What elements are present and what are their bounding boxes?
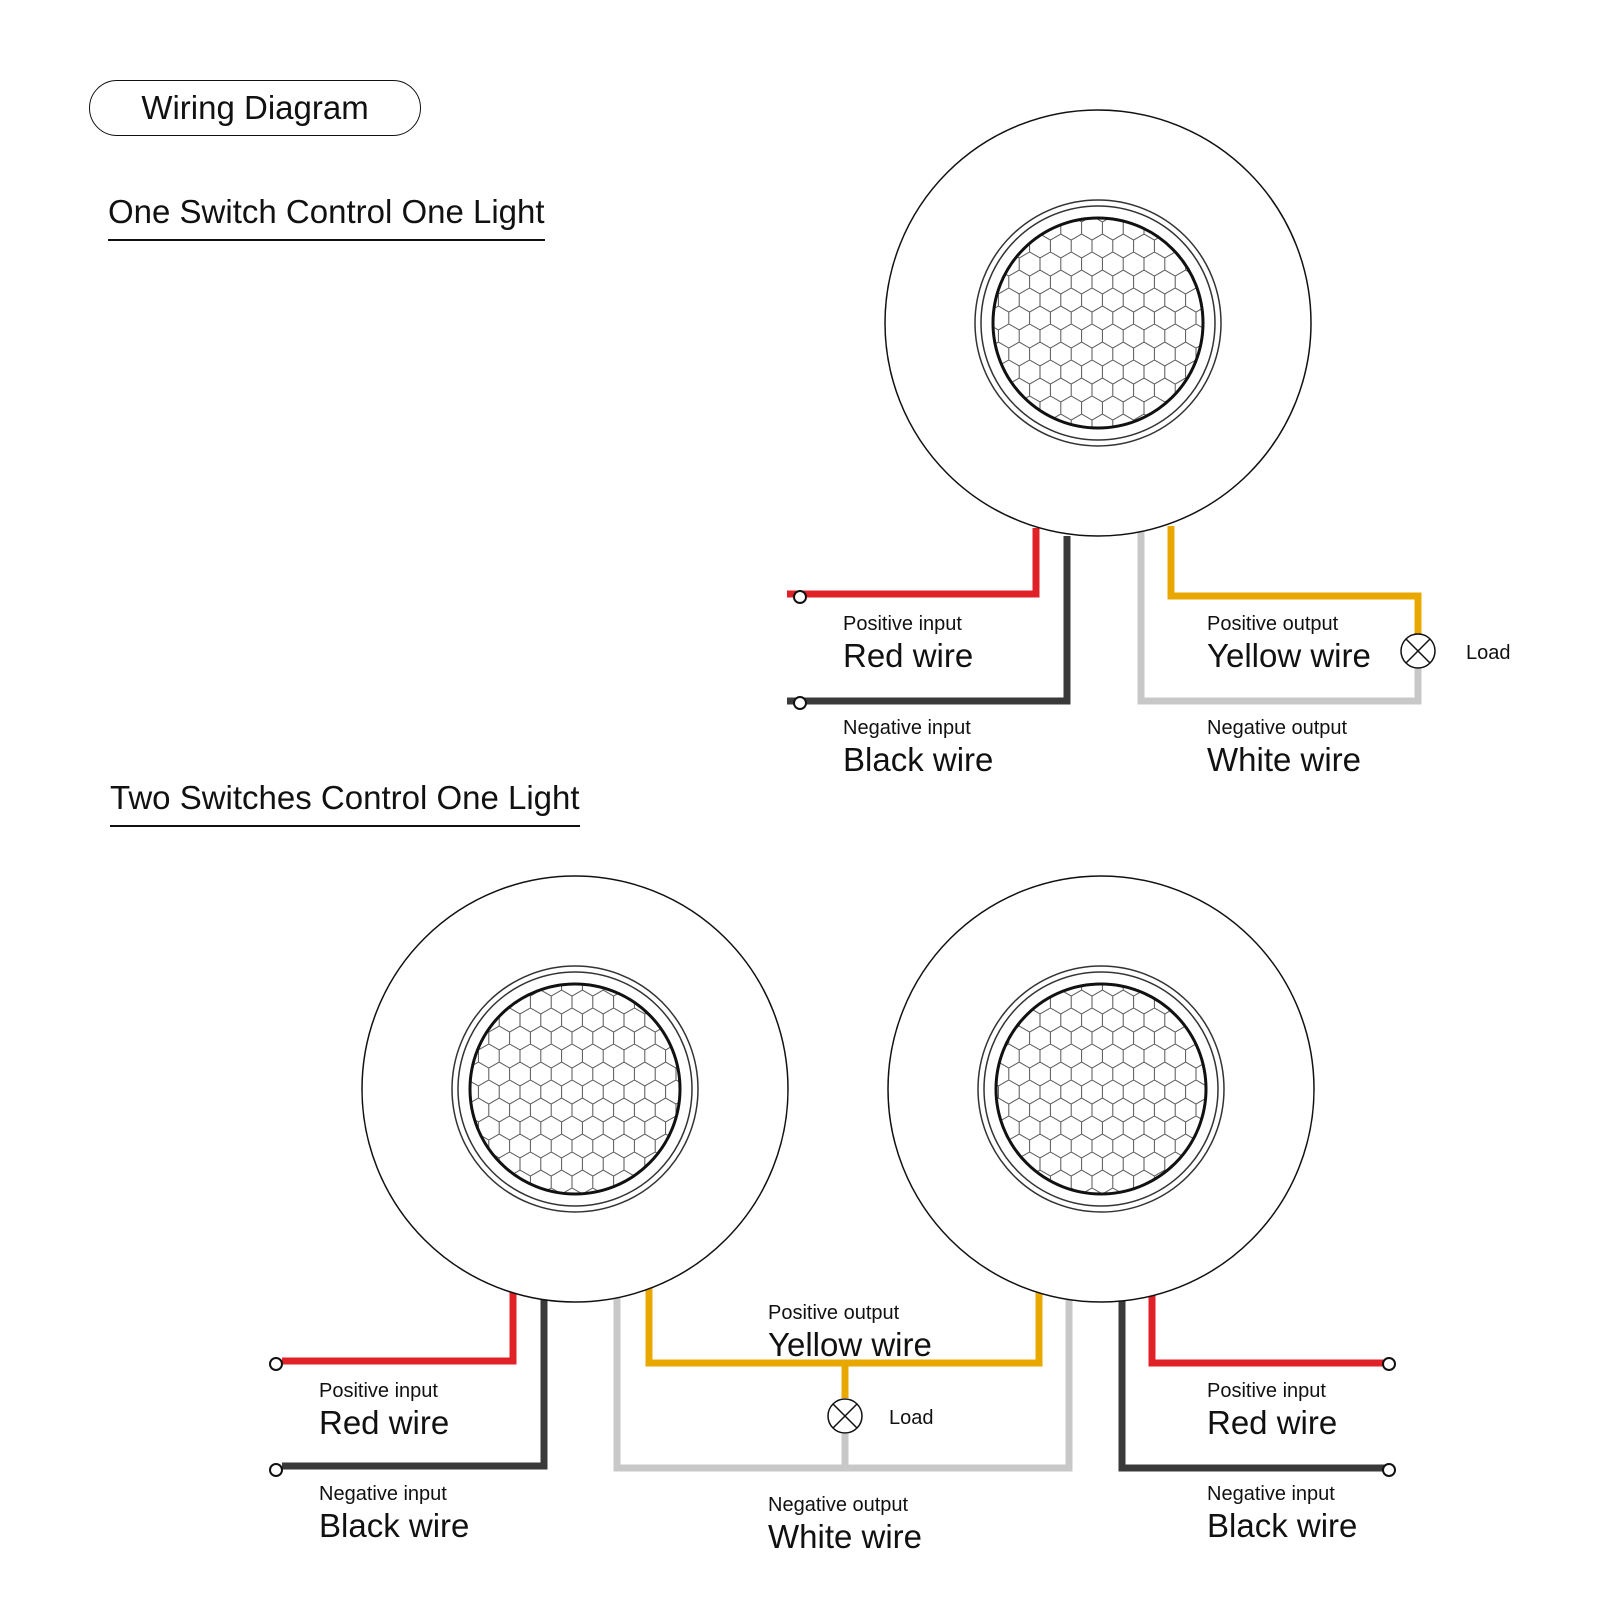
d1-positive-output-caption: Positive output (1207, 613, 1339, 635)
diagram1-red-terminal-icon (794, 591, 806, 603)
d1-negative-output-caption: Negative output (1207, 717, 1348, 739)
diagram2-right-red-wire (1152, 1292, 1389, 1363)
diagram1-load-lamp-icon (1401, 634, 1435, 668)
d2-positive-output-wire: Yellow wire (768, 1326, 932, 1363)
d1-load-label: Load (1466, 642, 1511, 664)
section-title-one-switch: One Switch Control One Light (108, 193, 545, 241)
d2-right-negative-input-wire: Black wire (1207, 1507, 1358, 1544)
diagram-title: Wiring Diagram (141, 89, 369, 126)
diagram2-left-sensor-icon (362, 876, 788, 1302)
d2-left-positive-input-wire: Red wire (319, 1404, 450, 1441)
d2-right-positive-input-wire: Red wire (1207, 1404, 1338, 1441)
d1-positive-input-caption: Positive input (843, 613, 962, 635)
diagram-title-badge (89, 80, 421, 136)
diagram2-left-black-terminal-icon (270, 1464, 282, 1476)
d2-left-negative-input-caption: Negative input (319, 1483, 447, 1505)
diagram2-right-black-terminal-icon (1383, 1464, 1395, 1476)
section-title-two-switches: Two Switches Control One Light (110, 779, 580, 827)
diagram2-right-red-terminal-icon (1383, 1358, 1395, 1370)
d1-negative-input-wire: Black wire (843, 741, 994, 778)
diagram1-sensor-icon (885, 110, 1311, 536)
d2-positive-output-caption: Positive output (768, 1302, 900, 1324)
diagram1-black-terminal-icon (794, 697, 806, 709)
diagram2-load-lamp-icon (828, 1399, 862, 1433)
d2-left-positive-input-caption: Positive input (319, 1380, 438, 1402)
d2-right-negative-input-caption: Negative input (1207, 1483, 1335, 1505)
d2-negative-output-caption: Negative output (768, 1494, 909, 1516)
d2-load-label: Load (889, 1407, 934, 1429)
diagram2-left-red-terminal-icon (270, 1358, 282, 1370)
d2-negative-output-wire: White wire (768, 1518, 923, 1555)
d1-negative-input-caption: Negative input (843, 717, 971, 739)
diagram2-right-sensor-icon (888, 876, 1314, 1302)
d1-positive-output-wire: Yellow wire (1207, 637, 1371, 674)
d2-right-positive-input-caption: Positive input (1207, 1380, 1326, 1402)
d2-left-negative-input-wire: Black wire (319, 1507, 470, 1544)
diagram1-red-wire (787, 528, 1036, 594)
d1-negative-output-wire: White wire (1207, 741, 1362, 778)
diagram2-left-red-wire (282, 1292, 513, 1361)
d1-positive-input-wire: Red wire (843, 637, 974, 674)
